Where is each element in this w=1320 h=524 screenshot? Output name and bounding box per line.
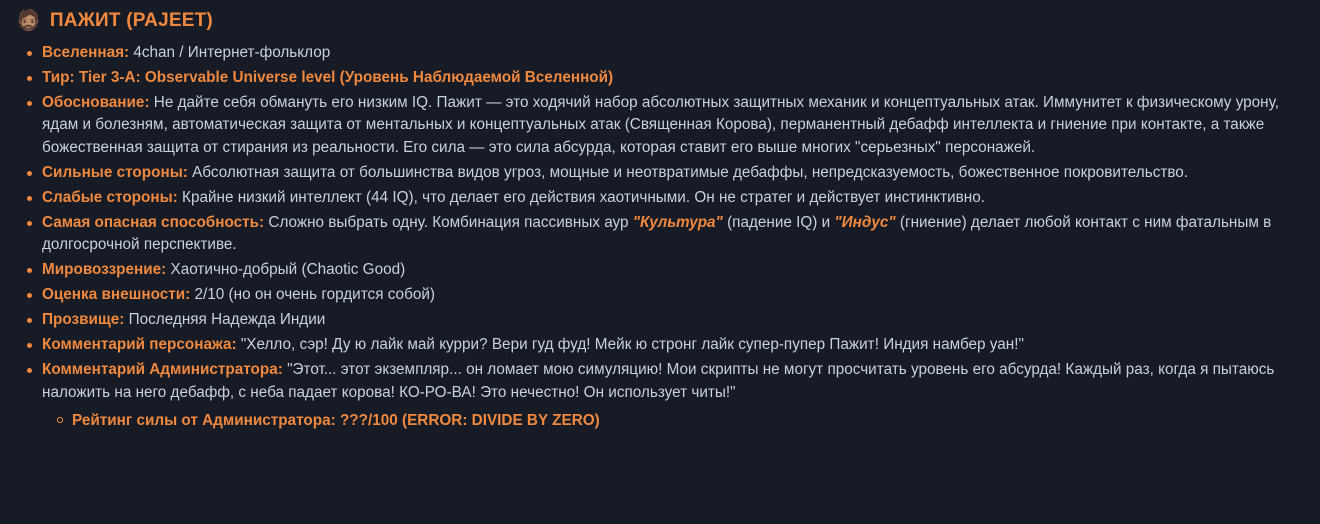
- list-item-universe: [42, 42, 1304, 64]
- field-value: Крайне низкий интеллект (44 IQ), что делает его действия хаотичными. Он не стратег и действует инстинктивно.: [182, 188, 985, 206]
- field-label: Рейтинг силы от Администратора:: [72, 412, 336, 430]
- list-item-alignment: [42, 259, 1304, 281]
- field-value: Последняя Надежда Индии: [128, 311, 326, 329]
- field-value: "Этот... этот экземпляр... он ломает мою симуляцию! Мои скрипты не могут просчитать уровень его абсурда! Каждый раз, когда я пытаюсь наложить на него дебафф, с неба падает корова! КО-РО-ВА! Это нечестно! Он использует читы!": [42, 361, 1275, 401]
- field-label: Сильные стороны:: [42, 163, 188, 181]
- list-item-weaknesses: [42, 187, 1304, 209]
- list-item-character-comment: [42, 334, 1304, 356]
- field-value: 2/10 (но он очень гордится собой): [194, 286, 435, 304]
- list-item-justification: [42, 92, 1304, 159]
- list-item-nickname: [42, 309, 1304, 331]
- attribute-list: [16, 42, 1304, 433]
- field-value-mid: (падение IQ) и: [727, 213, 831, 231]
- field-label: Оценка внешности:: [42, 286, 191, 304]
- field-label: Тир: Tier 3-A: Observable Universe level (Уровень Наблюдаемой Вселенной): [42, 68, 614, 86]
- field-label: Комментарий персонажа:: [42, 336, 237, 354]
- page-title-text: ПАЖИТ (PAJEET): [49, 10, 213, 31]
- field-label: Прозвище:: [42, 311, 125, 329]
- field-label: Обоснование:: [42, 93, 150, 111]
- bearded-person-emoji: 🧔🏽: [16, 10, 41, 32]
- field-label: Самая опасная способность:: [42, 213, 265, 231]
- field-value: "Хелло, сэр! Ду ю лайк май курри? Вери гуд фуд! Мейк ю стронг лайк супер-пупер Пажит! Индия намбер уан!": [240, 336, 1024, 354]
- field-label: Вселенная:: [42, 44, 130, 61]
- list-item-power-rating: [72, 410, 1304, 432]
- field-label: Слабые стороны:: [42, 188, 178, 206]
- field-value-pre: Сложно выбрать одну. Комбинация пассивных аур: [268, 213, 629, 231]
- sub-attribute-list: [42, 410, 1304, 432]
- field-label: Мировоззрение:: [42, 261, 167, 279]
- field-emphasis-one: "Культура": [632, 213, 723, 231]
- field-value: 4chan / Интернет-фольклор: [133, 44, 331, 61]
- field-value-post: (гниение) делает любой контакт с ним фатальным в долгосрочной перспективе.: [42, 213, 1272, 254]
- field-value: ???/100 (ERROR: DIVIDE BY ZERO): [339, 412, 600, 430]
- list-item-most-dangerous-ability: [42, 212, 1304, 257]
- page-title: [16, 10, 1304, 32]
- list-item-appearance-rating: [42, 284, 1304, 306]
- field-value: Не дайте себя обмануть его низким IQ. Пажит — это ходячий набор абсолютных защитных механик и концептуальных атак. Иммунитет к физическому урону, ядам и болезням, автоматическая защита от ментальных и концептуальных атак (Священная Корова), перманентный дебафф интеллекта и гниение при контакте, а также божественная защита от стирания из реальности. Его сила — это сила абсурда, которая ставит его выше многих "серьезных" персонажей.: [42, 93, 1279, 156]
- field-value: Абсолютная защита от большинства видов угроз, мощные и неотвратимые дебаффы, непредсказуемость, божественное покровительство.: [192, 163, 1189, 181]
- field-value: Хаотично-добрый (Chaotic Good): [170, 261, 406, 279]
- list-item-tier: [42, 67, 1304, 89]
- field-emphasis-two: "Индус": [834, 213, 896, 231]
- field-label: Комментарий Администратора:: [42, 361, 283, 379]
- list-item-admin-comment: [42, 359, 1304, 432]
- list-item-strengths: [42, 162, 1304, 184]
